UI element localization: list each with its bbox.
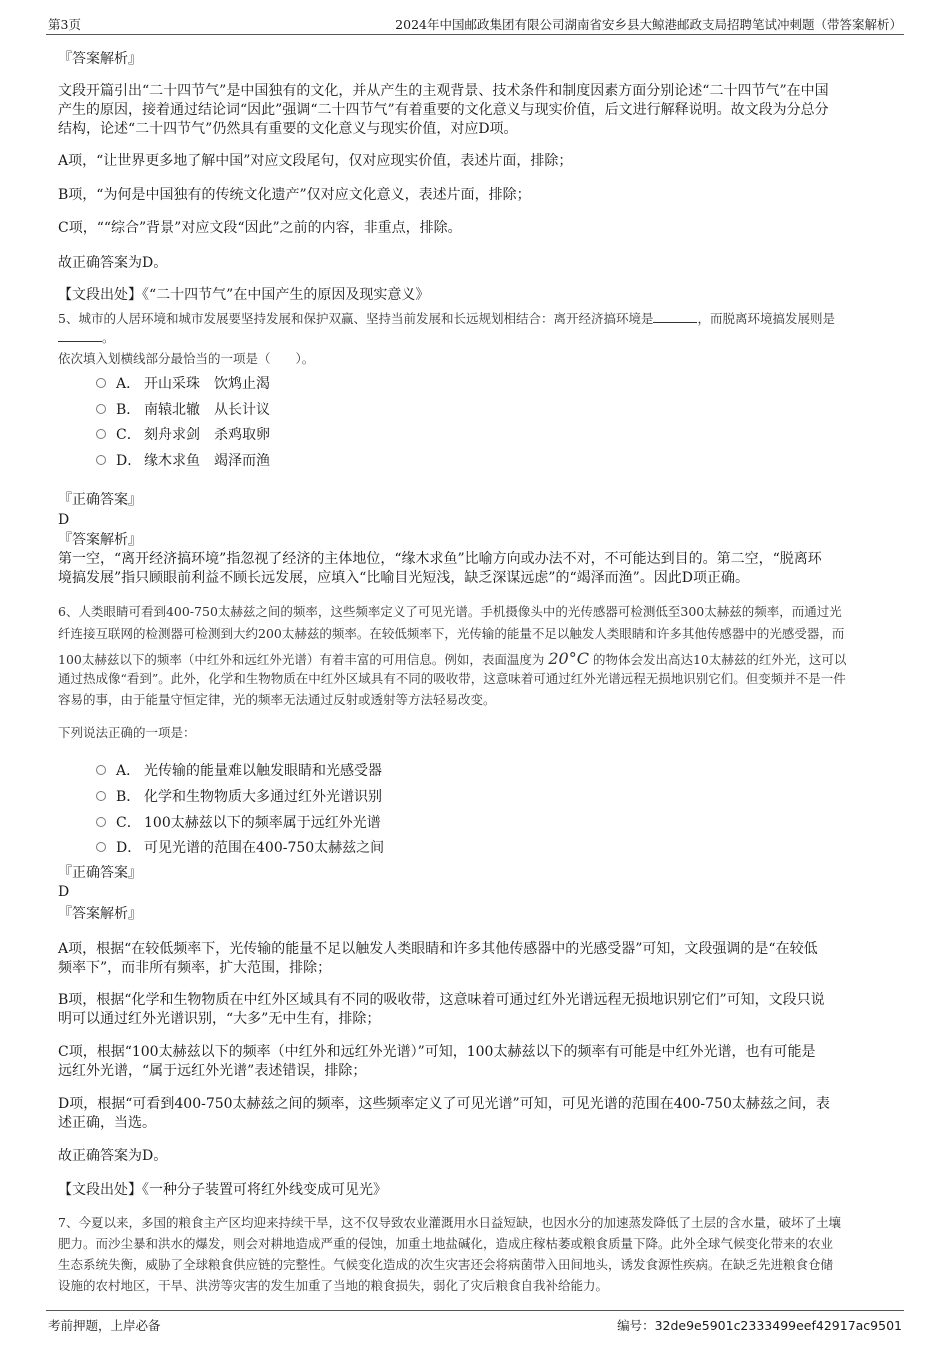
q4-option-a-analysis: A项，“让世界更多地了解中国”对应文段尾句，仅对应现实价值，表述片面，排除； [58,153,573,169]
q4-analysis-line-3: 结构，论述“二十四节气”仍然具有重要的文化意义与现实价值，对应D项。 [58,121,518,137]
q6-b-analysis-line-2: 明可以通过红外光谱识别，“大多”无中生有，排除； [58,1011,381,1027]
radio-icon[interactable] [96,429,106,439]
q6-option-a[interactable]: A． 光传输的能量难以触发眼睛和光感受器 [96,760,382,780]
q5-option-d[interactable]: D． 缘木求鱼 竭泽而渔 [96,450,270,470]
q6-option-c[interactable]: C． 100太赫兹以下的频率属于远红外光谱 [96,812,381,832]
q4-option-c-analysis: C项，““综合”背景”对应文段“因此”之前的内容，非重点，排除。 [58,220,462,236]
q5-analysis-line-2: 境搞发展”指只顾眼前利益不顾长远发展，应填入“比喻目光短浅，缺乏深谋远虑”的“竭泽而渔”。因此D项正确。 [58,570,750,586]
q7-stem-line-3: 生态系统失衡，威胁了全球粮食供应链的完整性。气候变化造成的次生灾害还会将病菌带入田间地头，诱发食源性疾病。在缺乏先进粮食仓储 [58,1257,834,1272]
q5-option-a[interactable]: A． 开山采珠 饮鸩止渴 [96,373,270,393]
q6-conclusion: 故正确答案为D。 [58,1148,168,1164]
q7-stem-line-4: 设施的农村地区，干旱、洪涝等灾害的发生加重了当地的粮食损失，弱化了灾后粮食自我补给能力。 [58,1278,609,1293]
q6-option-d[interactable]: D． 可见光谱的范围在400-750太赫兹之间 [96,837,384,857]
q6-c-analysis-line-2: 远红外光谱，“属于远红外光谱”表述错误，排除； [58,1063,367,1079]
q5-prompt: 依次填入划横线部分最恰当的一项是（ ）。 [58,351,315,366]
document-title: 2024年中国邮政集团有限公司湖南省安乡县大鲸港邮政支局招聘笔试冲刺题（带答案解析） [395,17,902,32]
q5-analysis-line-1: 第一空，“离开经济搞环境”指忽视了经济的主体地位，“缘木求鱼”比喻方向或办法不对，不可能达到目的。第二空，“脱离环 [58,551,822,567]
q6-a-analysis-line-2: 频率下”，而非所有频率，扩大范围，排除； [58,960,332,976]
q6-d-analysis-line-2: 述正确，当选。 [58,1115,156,1131]
q5-answer-label: 『正确答案』 [58,492,142,508]
q5-stem-line-1: 5、城市的人居环境和城市发展要坚持发展和保护双赢、坚持当前发展和长远规划相结合：离开经济搞环境是 ，而脱离环境搞发展则是 [58,311,835,326]
footer-slogan: 考前押题，上岸必备 [48,1318,161,1333]
q6-option-b[interactable]: B． 化学和生物物质大多通过红外光谱识别 [96,786,382,806]
q6-prompt: 下列说法正确的一项是： [58,725,196,740]
q6-answer-label: 『正确答案』 [58,865,142,881]
q5-answer: D [58,512,70,528]
fill-blank-2 [58,329,102,342]
document-code: 编号：32de9e5901c2333499eef42917ac9501 [617,1318,902,1333]
q6-stem-line-3: 100太赫兹以下的频率（中红外和远红外光谱）有着丰富的可用信息。例如，表面温度为 20°C 的物体会发出高达10太赫兹的红外光，这可以 [58,649,847,668]
page-header [46,12,904,35]
q4-source: 【文段出处】《“二十四节气”在中国产生的原因及现实意义》 [58,287,430,303]
q6-source: 【文段出处】《一种分子装置可将红外线变成可见光》 [58,1182,387,1198]
q4-analysis-label: 『答案解析』 [58,51,142,67]
q6-a-analysis-line-1: A项，根据“在较低频率下，光传输的能量不足以触发人类眼睛和许多其他传感器中的光感受器”可知，文段强调的是“在较低 [58,941,818,957]
q4-conclusion: 故正确答案为D。 [58,255,168,271]
q7-stem-line-2: 肥力。而沙尘暴和洪水的爆发，则会对耕地造成严重的侵蚀，加重土地盐碱化，造成庄稼枯萎或粮食质量下降。此外全球气候变化带来的农业 [58,1236,834,1251]
radio-icon[interactable] [96,817,106,827]
q6-stem-line-1: 6、人类眼睛可看到400-750太赫兹之间的频率，这些频率定义了可见光谱。手机摄像头中的光传感器可检测低至300太赫兹的频率，而通过光 [58,604,842,619]
q4-analysis-line-2: 产生的原因，接着通过结论词“因此”强调“二十四节气”有着重要的文化意义与现实价值，后文进行解释说明。故文段为分总分 [58,102,829,118]
q6-analysis-label: 『答案解析』 [58,906,142,922]
q6-answer: D [58,884,70,900]
q6-c-analysis-line-1: C项，根据“100太赫兹以下的频率（中红外和远红外光谱）”可知，100太赫兹以下的频率有可能是中红外光谱，也有可能是 [58,1044,816,1060]
q6-stem-line-4: 通过热成像“看到”。此外，化学和生物物质在中红外区域具有不同的吸收带，这意味着可通过红外光谱远程无损地识别它们。但变频并不是一件 [58,671,846,686]
page-number: 第3页 [48,17,81,32]
q4-option-b-analysis: B项，“为何是中国独有的传统文化遗产”仅对应文化意义，表述片面，排除； [58,187,531,203]
q5-analysis-label: 『答案解析』 [58,532,142,548]
temperature-formula: 20°C [548,649,589,668]
q7-stem-line-1: 7、今夏以来，多国的粮食主产区均迎来持续干旱，这不仅导致农业灌溉用水日益短缺，也因水分的加速蒸发降低了土层的含水量，破坏了土壤 [58,1215,841,1230]
radio-icon[interactable] [96,791,106,801]
radio-icon[interactable] [96,378,106,388]
radio-icon[interactable] [96,455,106,465]
page-footer [46,1310,904,1335]
fill-blank-1 [653,310,697,323]
q5-option-b[interactable]: B． 南辕北辙 从长计议 [96,399,270,419]
q5-stem-line-2: 。 [58,329,115,346]
q4-analysis-line-1: 文段开篇引出“二十四节气”是中国独有的文化，并从产生的主观背景、技术条件和制度因素方面分别论述“二十四节气”在中国 [58,83,829,99]
q6-stem-line-2: 纤连接互联网的检测器可检测到大约200太赫兹的频率。在较低频率下，光传输的能量不足以触发人类眼睛和许多其他传感器中的光感受器，而 [58,626,845,641]
q5-option-c[interactable]: C． 刻舟求剑 杀鸡取卵 [96,424,270,444]
q6-d-analysis-line-1: D项，根据“可看到400-750太赫兹之间的频率，这些频率定义了可见光谱”可知，可见光谱的范围在400-750太赫兹之间，表 [58,1096,830,1112]
q6-b-analysis-line-1: B项，根据“化学和生物物质在中红外区域具有不同的吸收带，这意味着可通过红外光谱远程无损地识别它们”可知，文段只说 [58,992,825,1008]
radio-icon[interactable] [96,404,106,414]
radio-icon[interactable] [96,765,106,775]
radio-icon[interactable] [96,842,106,852]
q6-stem-line-5: 容易的事，由于能量守恒定律，光的频率无法通过反射或透射等方法轻易改变。 [58,692,496,707]
